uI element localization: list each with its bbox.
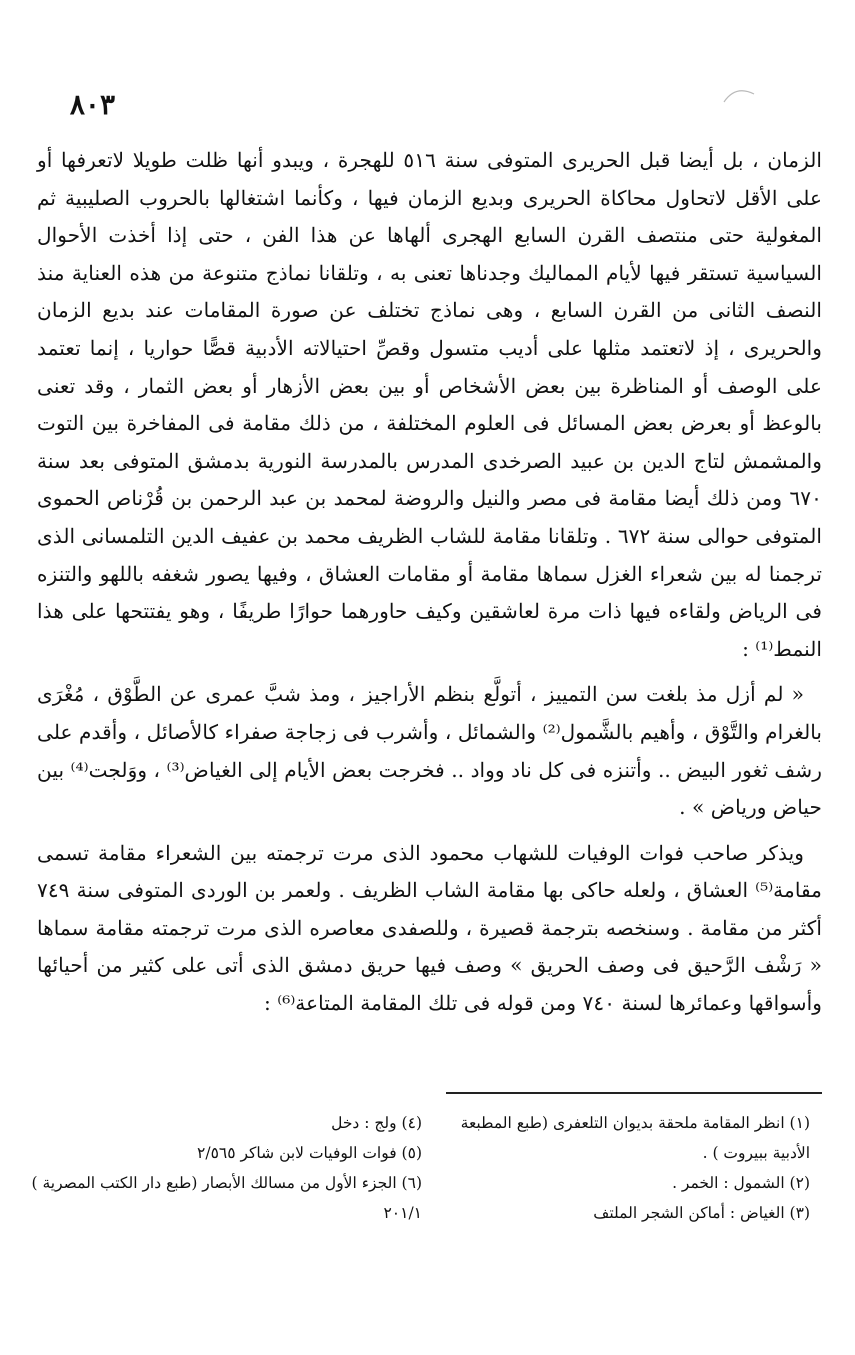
footnote-6: (٦) الجزء الأول من مسالك الأبصار (طبع دار الكتب المصرية ) ٢٠١/١ bbox=[31, 1174, 422, 1222]
footnote-5: (٥) فوات الوفيات لابن شاكر ٢/٥٦٥ bbox=[197, 1144, 422, 1162]
footnote-4: (٤) ولج : دخل bbox=[331, 1114, 422, 1132]
paragraph-intro: الزمان ، بل أيضا قبل الحريرى المتوفى سنة ٥١٦ للهجرة ، ويبدو أنها ظلت طويلا لاتعرفها أو على الأقل لاتحاول محاكاة الحريرى وبديع الزمان فيها ، وكأنما اشتغالها بالحروب الصليبية ثم المغولية حتى منتصف القرن السابع الهجرى ألهاها عن هذا الفن ، حتى إذا أخذت الأحوال السياسية تستقر فيها لأيام المماليك وجدناها تعنى به ، وتلقانا نماذج متنوعة من هذه العناية منذ النصف الثانى من القرن السابع ، وهى نماذج تختلف عن صورة المقامات عند بديع الزمان والحريرى ، إذ لاتعتمد مثلها على أديب متسول وقصِّ احتيالاته الأدبية قصًّا حواريا ، إنما تعتمد على الوصف أو المناظرة بين بعض الأشخاص أو بين بعض الأزهار أو بعض الثمار ، وقد تعنى بالوعظ أو بعرض بعض المسائل فى العلوم المختلفة ، من ذلك مقامة فى المفاخرة بين التوت والمشمش لتاج الدين بن عبيد الصرخدى المدرس بالمدرسة النورية بدمشق المتوفى بعد سنة ٦٧٠ ومن ذلك أيضا مقامة فى مصر والنيل والروضة لمحمد بن عبد الرحمن بن قُرْناص الحموى المتوفى حوالى سنة ٦٧٢ . وتلقانا مقامة للشاب الظريف محمد بن عفيف الدين التلمسانى الذى ترجمنا له بين شعراء الغزل سماها مقامة أو مقامات العشاق ، وفيها يصور شغفه باللهو والتنزه فى الرياض ولقاءه فيها ذات مرة لعاشقين وكيف حاورهما حوارًا طريفًا ، وهو يفتتحها على هذا النمط⁽¹⁾ : bbox=[37, 148, 823, 661]
footnotes-right-column bbox=[448, 1108, 810, 1228]
footnote-2: (٢) الشمول : الخمر . bbox=[672, 1174, 810, 1192]
footnote-divider bbox=[446, 1092, 822, 1094]
page-number: ٨٠٣ bbox=[69, 88, 115, 121]
paragraph-continuation: ويذكر صاحب فوات الوفيات للشهاب محمود الذى مرت ترجمته بين الشعراء مقامة تسمى مقامة⁽⁵⁾ العشاق ، ولعله حاكى بها مقامة الشاب الظريف . ولعمر بن الوردى المتوفى سنة ٧٤٩ أكثر من مقامة . وسنخصه بترجمة قصيرة ، وللصفدى معاصره الذى مرت ترجمته مقامة سماها « رَشْف الرَّحيق فى وصف الحريق » وصف فيها حريق دمشق الذى أتى على كثير من أحيائها وأسواقها وعمائرها لسنة ٧٤٠ ومن قوله فى تلك المقامة المتاعة⁽⁶⁾ : bbox=[37, 840, 822, 1016]
footnote-1: (١) انظر المقامة ملحقة بديوان التلعفرى (طبع المطبعة الأدبية ببيروت ) . bbox=[460, 1114, 810, 1162]
footnotes-left-column bbox=[22, 1108, 422, 1228]
main-text bbox=[37, 142, 822, 1023]
pencil-mark-icon bbox=[720, 84, 760, 108]
paragraph-quotation: « لم أزل مذ بلغت سن التمييز ، أتولَّع بنظم الأراجيز ، ومذ شبَّ عمرى عن الطَّوْق ، مُغْرَى بالغرام والتَّوْق ، وأهيم بالشَّمول⁽²⁾ والشمائل ، وأشرب فى زجاجة صفراء كالأصائل ، وأقدم على رشف ثغور البيض .. وأتنزه فى كل ناد وواد .. فخرجت بعض الأيام إلى الغياض⁽³⁾ ، ووَلجت⁽⁴⁾ بين حياض ورياض » . bbox=[37, 682, 822, 820]
footnote-3: (٣) الغياض : أماكن الشجر الملتف bbox=[593, 1204, 810, 1222]
